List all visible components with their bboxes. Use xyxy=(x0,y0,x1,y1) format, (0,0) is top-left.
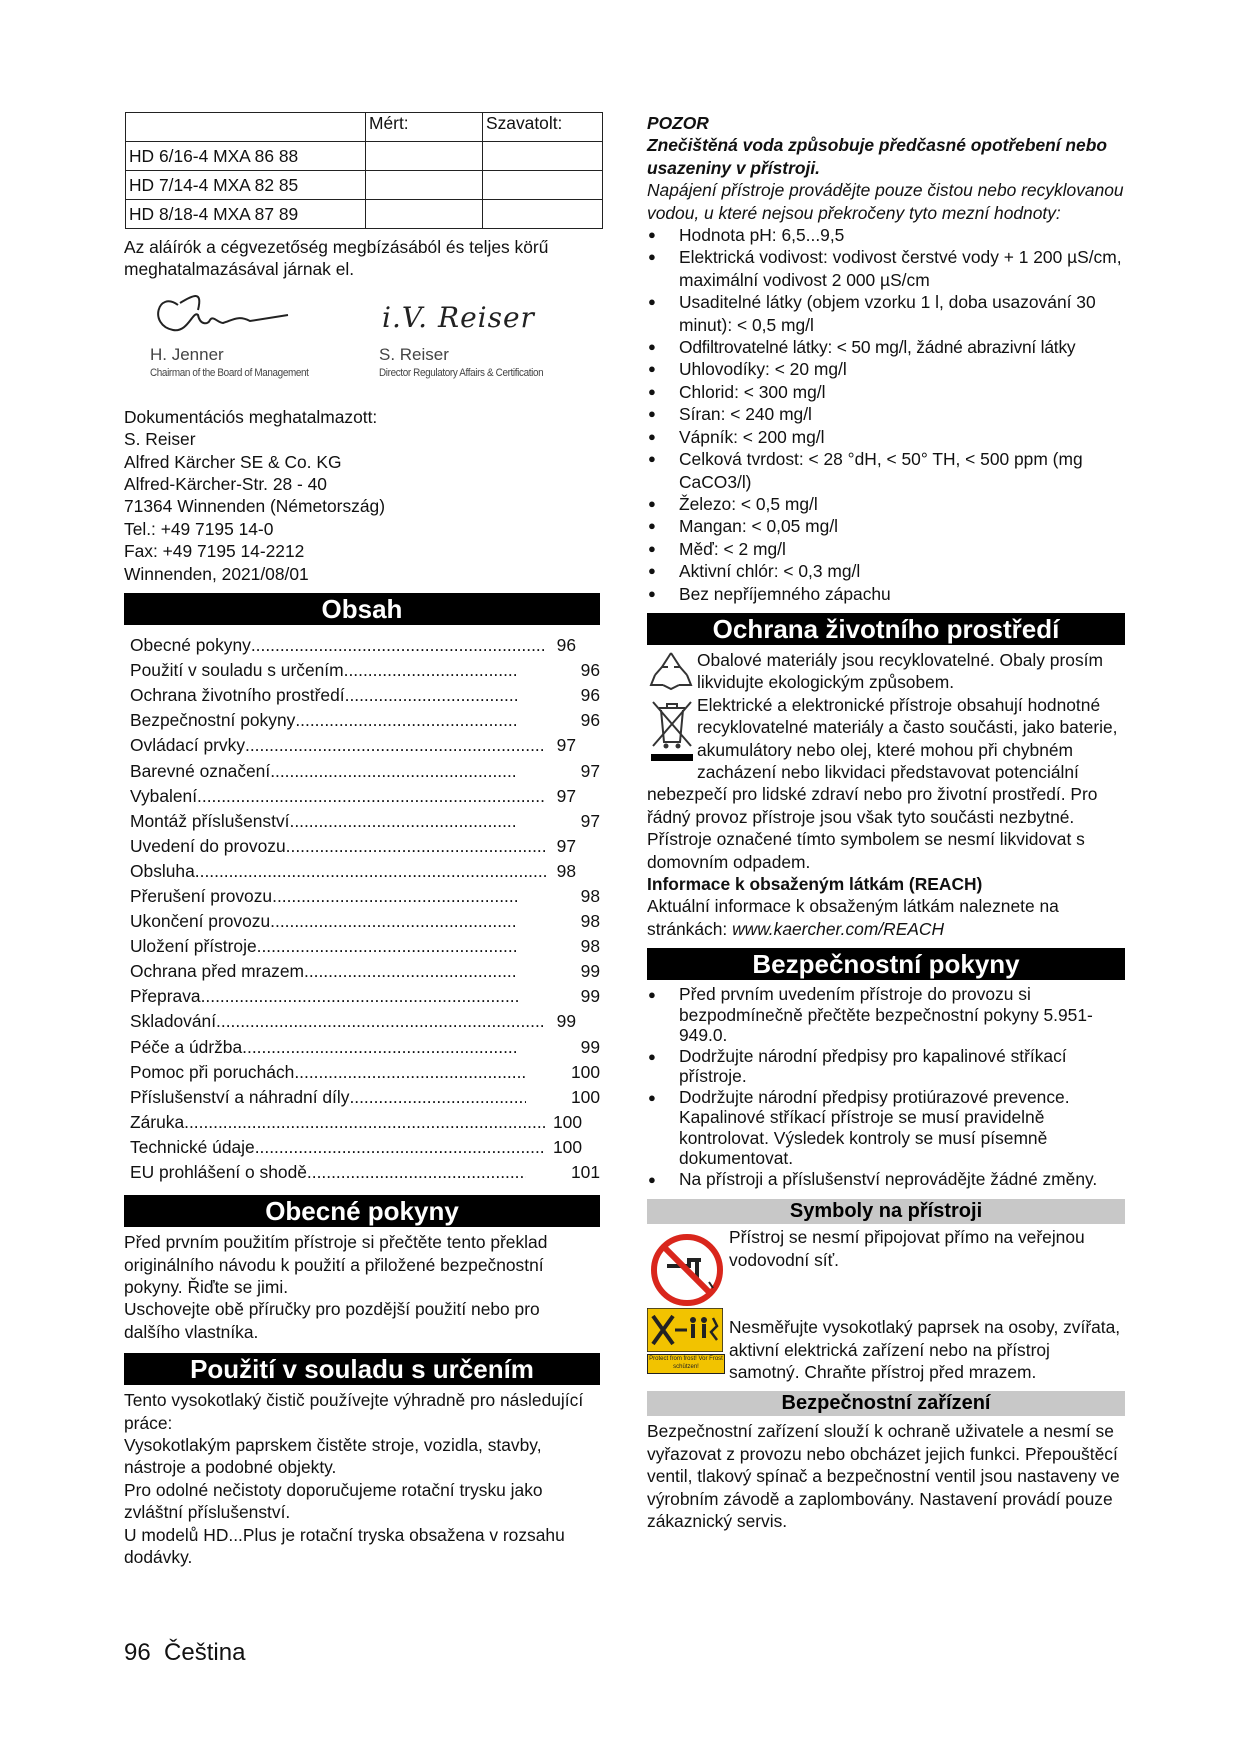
list-item: ● Uhlovodíky: < 20 mg/l xyxy=(648,359,847,380)
symbol-water xyxy=(647,1226,1125,1306)
page-number: 96 xyxy=(124,1639,151,1666)
electronics-block xyxy=(647,694,1125,873)
section-title-safety-devices: Bezpečnostní zařízení xyxy=(647,1391,1125,1416)
list-item: ● Celková tvrdost: < 28 °dH, < 50° TH, < 500 ppm (mg CaCO3/l) xyxy=(648,449,1083,492)
signature-jenner-icon xyxy=(138,285,298,345)
left-column xyxy=(124,112,600,1568)
packaging-block xyxy=(647,649,1125,694)
toc-item[interactable]: Vybalení ..... 97 xyxy=(124,784,600,809)
general-paragraph: Před prvním použitím přístroje si přečtěte tento překlad originálního návodu k použití a přiložené bezpečnostní pokyny. Řiďte se jimi. xyxy=(124,1232,548,1297)
reach-link[interactable]: www.kaercher.com/REACH xyxy=(732,918,945,939)
list-item: ● Chlorid: < 300 mg/l xyxy=(648,381,826,402)
footer-language: Čeština xyxy=(164,1639,246,1666)
safety-devices-text: Bezpečnostní zařízení slouží k ochraně uživatele a nesmí se vyřazovat z provozu nebo obcházet jejich funkci. Přepouštěcí ventil, tlakový spínač a bezpečnostní ventil jsou nastaveny ve výrobním závodě a zaplombovány. Nastavení provádí pouze zákaznický servis. xyxy=(647,1421,1120,1531)
toc-item[interactable]: Montáž příslušenství ..... 97 xyxy=(124,809,600,834)
toc-item[interactable]: Ochrana před mrazem ..... 99 xyxy=(124,959,600,984)
toc-item[interactable]: EU prohlášení o shodě ..... 101 xyxy=(124,1160,600,1185)
list-item: ● Odfiltrovatelné látky: < 50 mg/l, žádné abrazivní látky xyxy=(648,337,1076,358)
no-jet-icon xyxy=(647,1308,727,1374)
toc-item[interactable]: Obecné pokyny ..... 96 xyxy=(124,633,600,658)
signatures xyxy=(124,281,600,406)
list-item: ● Usaditelné látky (objem vzorku 1 l, doba usazování 30 minut): < 0,5 mg/l xyxy=(648,292,1096,335)
toc-list xyxy=(124,633,600,1185)
toc-title: Obsah xyxy=(124,593,600,625)
signer1-title: Chairman of the Board of Management xyxy=(150,366,309,379)
section-title-environment: Ochrana životního prostředí xyxy=(647,613,1125,645)
toc-item[interactable]: Obsluha ..... 98 xyxy=(124,859,600,884)
general-paragraph: Uschovejte obě příručky pro pozdější použití nebo pro dalšího vlastníka. xyxy=(124,1299,540,1342)
list-item: ● Aktivní chlór: < 0,3 mg/l xyxy=(648,561,861,582)
col-szavatolt: Szavatolt: xyxy=(483,113,603,142)
toc-item[interactable]: Přeprava ..... 99 xyxy=(124,984,600,1009)
toc-item[interactable]: Ukončení provozu ..... 98 xyxy=(124,909,600,934)
toc-item[interactable]: Technické údaje ..... 100 xyxy=(124,1135,600,1160)
symbol-water-text: Přístroj se nesmí připojovat přímo na veřejnou vodovodní síť. xyxy=(729,1227,1085,1270)
toc-item[interactable]: Ochrana životního prostředí ..... 96 xyxy=(124,683,600,708)
list-item: ● Mangan: < 0,05 mg/l xyxy=(648,516,839,537)
declaration-row: HD 7/14-4 MXA 82 85 xyxy=(126,171,603,200)
toc-item[interactable]: Péče a údržba ..... 99 xyxy=(124,1035,600,1060)
list-item: ● Bez nepříjemného zápachu xyxy=(648,583,891,604)
toc-item[interactable]: Příslušenství a náhradní díly ..... 100 xyxy=(124,1085,600,1110)
packaging-text: Obalové materiály jsou recyklovatelné. Obaly prosím likvidujte ekologickým způsobem. xyxy=(697,649,1103,693)
toc-item[interactable]: Přerušení provozu ..... 98 xyxy=(124,884,600,909)
recycling-icon xyxy=(647,649,695,693)
electronics-text: Elektrické a elektronické přístroje obsahují hodnotné recyklovatelné materiály a často součásti, jako baterie, akumulátory nebo olej, které mohou při chybném zacházení nebo likvidaci představovat potenciální nebezpečí pro lidské zdraví nebo pro životní prostředí. Pro řádný provoz přístroje jsou však tyto součásti nezbytné. Přístroje označené tímto symbolem se nesmí likvidovat s domovním odpadem. xyxy=(647,694,1118,872)
signer2-handwriting: i.V. Reiser xyxy=(382,300,535,334)
water-limits-list xyxy=(647,224,1125,605)
authorization-text: Az aláírók a cégvezetőség megbízásából és teljes körű meghatalmazásával járnak el. xyxy=(124,237,549,280)
declaration-header-row xyxy=(126,113,603,142)
declaration-row: HD 8/18-4 MXA 87 89 xyxy=(126,200,603,229)
list-item: ● Elektrická vodivost: vodivost čerstvé vody + 1 200 µS/cm, maximální vodivost 2 000 µS/cm xyxy=(648,247,1122,290)
section-title-intended-use: Použití v souladu s určením xyxy=(124,1353,600,1385)
jet-label: Protect from frost! Vor Frost schützen! xyxy=(647,1354,725,1374)
list-item: ● Vápník: < 200 mg/l xyxy=(648,426,825,447)
reach-title: Informace k obsaženým látkám (REACH) xyxy=(647,874,983,894)
toc-item[interactable]: Záruka ..... 100 xyxy=(124,1110,600,1135)
reach-text: Aktuální informace k obsaženým látkám naleznete na stránkách: www.kaercher.com/REACH xyxy=(647,896,1059,939)
toc-item[interactable]: Pomoc při poruchách ..... 100 xyxy=(124,1060,600,1085)
col-mert: Mért: xyxy=(366,113,483,142)
symbol-jet xyxy=(647,1294,1125,1383)
list-item: ● Měď: < 2 mg/l xyxy=(648,538,786,559)
section-title-symbols: Symboly na přístroji xyxy=(647,1199,1125,1224)
list-item: ● Železo: < 0,5 mg/l xyxy=(648,493,818,514)
list-item: ● Před prvním uvedením přístroje do provozu si bezpodmínečně přečtěte bezpečnostní pokyny 5.951-949.0. xyxy=(648,984,1093,1046)
intended-use-paragraph: Tento vysokotlaký čistič používejte výhradně pro následující práce: xyxy=(124,1390,584,1433)
intended-use-paragraph: Pro odolné nečistoty doporučujeme rotační trysku jako zvláštní příslušenství. xyxy=(124,1479,543,1523)
right-column xyxy=(647,112,1125,1532)
list-item: ● Na přístroji a příslušenství neprovádějte žádné změny. xyxy=(648,1168,1098,1189)
signer2-title: Director Regulatory Affairs & Certification xyxy=(379,366,544,379)
section-title-safety: Bezpečnostní pokyny xyxy=(647,948,1125,980)
symbol-jet-text: Nesměřujte vysokotlaký paprsek na osoby, zvířata, aktivní elektrická zařízení nebo na přístroj samotný. Chraňte přístroj před mrazem. xyxy=(729,1317,1121,1382)
signer1-name: H. Jenner xyxy=(150,344,224,364)
toc-item[interactable]: Uložení přístroje ..... 98 xyxy=(124,934,600,959)
toc-item[interactable]: Ovládací prvky ..... 97 xyxy=(124,733,600,758)
toc-item[interactable]: Barevné označení ..... 97 xyxy=(124,759,600,784)
toc-item[interactable]: Skladování ..... 99 xyxy=(124,1009,600,1034)
toc-item[interactable]: Bezpečnostní pokyny ..... 96 xyxy=(124,708,600,733)
declaration-row: HD 6/16-4 MXA 86 88 xyxy=(126,142,603,171)
list-item: ● Dodržujte národní předpisy pro kapalinové stříkací přístroje. xyxy=(648,1045,1067,1087)
declaration-table xyxy=(125,112,603,229)
list-item: ● Hodnota pH: 6,5...9,5 xyxy=(648,225,845,246)
safety-list xyxy=(647,984,1125,1191)
intended-use-paragraph: Vysokotlakým paprskem čistěte stroje, vozidla, stavby, nástroje a podobné objekty. xyxy=(124,1434,542,1478)
intended-use-paragraph: U modelů HD...Plus je rotační tryska obsažena v rozsahu dodávky. xyxy=(124,1524,565,1567)
section-title-general: Obecné pokyny xyxy=(124,1195,600,1227)
toc-item[interactable]: Použití v souladu s určením ..... 96 xyxy=(124,658,600,683)
contact-block: Dokumentációs meghatalmazott: S. Reiser Alfred Kärcher SE & Co. KG Alfred-Kärcher-Str. 28 - 40 71364 Winnenden (Németország) Tel.: +49 7195 14-0 Fax: +49 7195 14-2212 Winnenden, 2021/08/01 xyxy=(124,406,386,584)
list-item: ● Síran: < 240 mg/l xyxy=(648,404,812,425)
list-item: ● Dodržujte národní předpisy protiúrazové prevence. Kapalinové stříkací přístroje se musí pravidelně kontrolovat. Výsledek kontroly se musí písemně dokumentovat. xyxy=(648,1086,1070,1169)
page-footer xyxy=(124,1638,245,1668)
caution-headline: Znečištěná voda způsobuje předčasné opotřebení nebo usazeniny v přístroji. xyxy=(647,135,1107,178)
caution-label: POZOR xyxy=(647,113,709,133)
no-water-connection-icon xyxy=(647,1226,727,1306)
crossed-bin-icon xyxy=(649,696,695,762)
signer2-name: S. Reiser xyxy=(379,344,449,364)
toc-item[interactable]: Uvedení do provozu ..... 97 xyxy=(124,834,600,859)
caution-intro: Napájení přístroje provádějte pouze čistou nebo recyklovanou vodou, u které nejsou překročeny tyto mezní hodnoty: xyxy=(647,180,1124,223)
